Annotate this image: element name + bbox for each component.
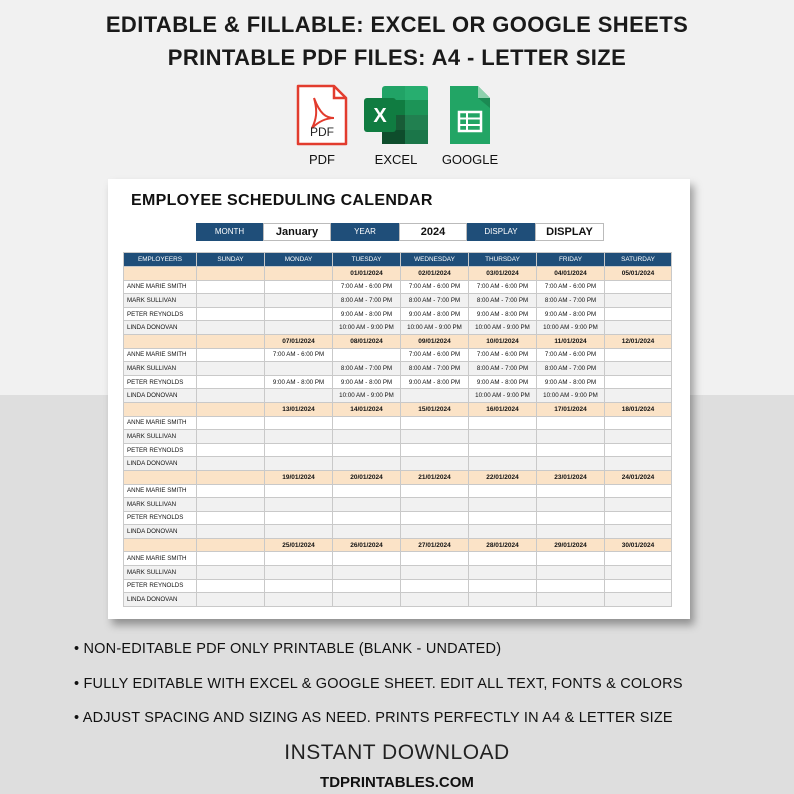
pdf-icon-glyph: PDF	[310, 125, 334, 139]
shift-cell[interactable]	[605, 307, 672, 321]
shift-cell[interactable]	[265, 593, 333, 607]
shift-cell[interactable]: 9:00 AM - 8:00 PM	[401, 375, 469, 389]
employee-row	[124, 375, 672, 389]
date-cell[interactable]: 05/01/2024	[605, 267, 672, 281]
shift-cell[interactable]: 7:00 AM - 6:00 PM	[333, 280, 401, 294]
date-cell[interactable]	[197, 334, 265, 348]
employee-row	[124, 552, 672, 566]
employee-row	[124, 430, 672, 444]
shift-cell[interactable]: 9:00 AM - 8:00 PM	[333, 307, 401, 321]
calendar-sheet	[108, 179, 690, 619]
excel-label: EXCEL	[374, 152, 418, 167]
employee-name-cell: LINDA DONOVAN	[124, 525, 197, 539]
schedule-table	[123, 252, 672, 607]
shift-cell[interactable]: 10:00 AM - 9:00 PM	[537, 389, 605, 403]
employee-name-cell: PETER REYNOLDS	[124, 511, 197, 525]
date-cell[interactable]	[124, 334, 197, 348]
shift-cell[interactable]	[605, 457, 672, 471]
shift-cell[interactable]	[333, 579, 401, 593]
shift-cell[interactable]: 8:00 AM - 7:00 PM	[537, 294, 605, 308]
column-header: FRIDAY	[537, 253, 605, 267]
shift-cell[interactable]	[265, 294, 333, 308]
shift-cell[interactable]	[401, 593, 469, 607]
shift-cell[interactable]	[605, 416, 672, 430]
shift-cell[interactable]	[605, 552, 672, 566]
date-cell[interactable]: 07/01/2024	[265, 334, 333, 348]
instant-download-text: INSTANT DOWNLOAD	[284, 741, 510, 764]
employee-row	[124, 511, 672, 525]
employee-row	[124, 348, 672, 362]
shift-cell[interactable]	[605, 375, 672, 389]
shift-cell[interactable]	[265, 498, 333, 512]
shift-cell[interactable]	[265, 552, 333, 566]
shift-cell[interactable]	[401, 579, 469, 593]
shift-cell[interactable]	[333, 348, 401, 362]
shift-cell[interactable]	[401, 430, 469, 444]
date-cell[interactable]: 17/01/2024	[537, 402, 605, 416]
week-date-row	[124, 267, 672, 281]
date-cell[interactable]: 23/01/2024	[537, 470, 605, 484]
pdf-file-icon	[282, 84, 362, 148]
week-date-row	[124, 334, 672, 348]
shift-cell[interactable]	[197, 525, 265, 539]
shift-cell[interactable]	[401, 566, 469, 580]
month-select[interactable]: January	[263, 223, 331, 241]
shift-cell[interactable]	[605, 430, 672, 444]
shift-cell[interactable]	[265, 484, 333, 498]
shift-cell[interactable]	[333, 498, 401, 512]
date-cell[interactable]: 16/01/2024	[469, 402, 537, 416]
feature-bullet: • NON-EDITABLE PDF ONLY PRINTABLE (BLANK - UNDATED)	[74, 641, 502, 657]
shift-cell[interactable]: 9:00 AM - 8:00 PM	[537, 307, 605, 321]
shift-cell[interactable]: 7:00 AM - 6:00 PM	[401, 348, 469, 362]
shift-cell[interactable]	[401, 525, 469, 539]
shift-cell[interactable]: 7:00 AM - 6:00 PM	[469, 348, 537, 362]
employee-row	[124, 307, 672, 321]
date-cell[interactable]: 03/01/2024	[469, 267, 537, 281]
date-cell[interactable]: 18/01/2024	[605, 402, 672, 416]
display-label: DISPLAY	[467, 223, 535, 241]
column-header: THURSDAY	[469, 253, 537, 267]
shift-cell[interactable]	[197, 294, 265, 308]
employee-name-cell: MARK SULLIVAN	[124, 498, 197, 512]
employee-name-cell: LINDA DONOVAN	[124, 389, 197, 403]
shift-cell[interactable]	[197, 457, 265, 471]
shift-cell[interactable]	[333, 566, 401, 580]
shift-cell[interactable]	[265, 457, 333, 471]
shift-cell[interactable]	[333, 416, 401, 430]
date-cell[interactable]	[124, 402, 197, 416]
employee-row	[124, 525, 672, 539]
shift-cell[interactable]	[401, 511, 469, 525]
date-cell[interactable]: 13/01/2024	[265, 402, 333, 416]
feature-bullet: • FULLY EDITABLE WITH EXCEL & GOOGLE SHEET. EDIT ALL TEXT, FONTS & COLORS	[74, 676, 683, 692]
shift-cell[interactable]	[333, 511, 401, 525]
shift-cell[interactable]	[401, 389, 469, 403]
shift-cell[interactable]: 7:00 AM - 6:00 PM	[537, 280, 605, 294]
month-label: MONTH	[196, 223, 263, 241]
year-input[interactable]: 2024	[399, 223, 467, 241]
shift-cell[interactable]: 9:00 AM - 8:00 PM	[333, 375, 401, 389]
date-cell[interactable]	[197, 538, 265, 552]
date-cell[interactable]: 27/01/2024	[401, 538, 469, 552]
shift-cell[interactable]	[265, 443, 333, 457]
employee-row	[124, 280, 672, 294]
excel-format	[356, 84, 436, 167]
shift-cell[interactable]	[197, 375, 265, 389]
site-url: TDPRINTABLES.COM	[320, 774, 474, 791]
shift-cell[interactable]: 10:00 AM - 9:00 PM	[333, 389, 401, 403]
shift-cell[interactable]	[469, 484, 537, 498]
employee-name-cell: MARK SULLIVAN	[124, 362, 197, 376]
shift-cell[interactable]	[333, 430, 401, 444]
shift-cell[interactable]	[469, 511, 537, 525]
shift-cell[interactable]	[605, 389, 672, 403]
shift-cell[interactable]	[333, 443, 401, 457]
shift-cell[interactable]	[469, 525, 537, 539]
google-format	[430, 84, 510, 167]
date-cell[interactable]: 29/01/2024	[537, 538, 605, 552]
shift-cell[interactable]: 10:00 AM - 9:00 PM	[469, 321, 537, 335]
column-header: EMPLOYEERS	[124, 253, 197, 267]
format-icons	[0, 84, 794, 174]
shift-cell[interactable]	[333, 552, 401, 566]
shift-cell[interactable]: 10:00 AM - 9:00 PM	[401, 321, 469, 335]
shift-cell[interactable]	[333, 593, 401, 607]
employee-row	[124, 457, 672, 471]
shift-cell[interactable]	[197, 348, 265, 362]
shift-cell[interactable]	[537, 579, 605, 593]
shift-cell[interactable]	[469, 457, 537, 471]
shift-cell[interactable]	[333, 457, 401, 471]
excel-icon-glyph: X	[373, 105, 387, 127]
shift-cell[interactable]: 9:00 AM - 8:00 PM	[469, 307, 537, 321]
shift-cell[interactable]	[401, 457, 469, 471]
shift-cell[interactable]	[197, 321, 265, 335]
date-cell[interactable]: 24/01/2024	[605, 470, 672, 484]
date-cell[interactable]: 19/01/2024	[265, 470, 333, 484]
shift-cell[interactable]: 8:00 AM - 7:00 PM	[401, 294, 469, 308]
shift-cell[interactable]	[333, 525, 401, 539]
shift-cell[interactable]	[605, 294, 672, 308]
schedule-body	[124, 267, 672, 607]
shift-cell[interactable]	[605, 593, 672, 607]
employee-name-cell: PETER REYNOLDS	[124, 579, 197, 593]
shift-cell[interactable]	[605, 484, 672, 498]
employee-name-cell: PETER REYNOLDS	[124, 375, 197, 389]
shift-cell[interactable]	[469, 579, 537, 593]
shift-cell[interactable]	[605, 579, 672, 593]
employee-row	[124, 321, 672, 335]
feature-bullet: • ADJUST SPACING AND SIZING AS NEED. PRINTS PERFECTLY IN A4 & LETTER SIZE	[74, 710, 673, 726]
shift-cell[interactable]	[197, 552, 265, 566]
employee-row	[124, 484, 672, 498]
employee-name-cell: MARK SULLIVAN	[124, 294, 197, 308]
shift-cell[interactable]	[537, 416, 605, 430]
shift-cell[interactable]: 9:00 AM - 8:00 PM	[401, 307, 469, 321]
shift-cell[interactable]	[197, 511, 265, 525]
week-date-row	[124, 470, 672, 484]
shift-cell[interactable]	[605, 525, 672, 539]
shift-cell[interactable]	[605, 348, 672, 362]
excel-icon	[356, 84, 436, 148]
date-cell[interactable]: 11/01/2024	[537, 334, 605, 348]
shift-cell[interactable]: 7:00 AM - 6:00 PM	[469, 280, 537, 294]
shift-cell[interactable]	[265, 307, 333, 321]
date-cell[interactable]: 01/01/2024	[333, 267, 401, 281]
column-header-row	[124, 253, 672, 267]
headline-editable: EDITABLE & FILLABLE: EXCEL OR GOOGLE SHEETS	[105, 12, 689, 37]
date-cell[interactable]	[124, 470, 197, 484]
date-cell[interactable]: 04/01/2024	[537, 267, 605, 281]
shift-cell[interactable]	[605, 566, 672, 580]
shift-cell[interactable]	[469, 566, 537, 580]
date-cell[interactable]: 30/01/2024	[605, 538, 672, 552]
shift-cell[interactable]	[265, 280, 333, 294]
shift-cell[interactable]	[197, 389, 265, 403]
pdf-format	[282, 84, 362, 167]
shift-cell[interactable]: 8:00 AM - 7:00 PM	[333, 294, 401, 308]
shift-cell[interactable]	[537, 525, 605, 539]
shift-cell[interactable]	[265, 321, 333, 335]
shift-cell[interactable]: 8:00 AM - 7:00 PM	[333, 362, 401, 376]
google-label: GOOGLE	[441, 152, 499, 167]
shift-cell[interactable]	[605, 511, 672, 525]
shift-cell[interactable]	[605, 443, 672, 457]
employee-name-cell: LINDA DONOVAN	[124, 457, 197, 471]
shift-cell[interactable]: 10:00 AM - 9:00 PM	[537, 321, 605, 335]
employee-name-cell: ANNE MARIE SMITH	[124, 280, 197, 294]
column-header: TUESDAY	[333, 253, 401, 267]
shift-cell[interactable]	[197, 593, 265, 607]
shift-cell[interactable]	[469, 416, 537, 430]
shift-cell[interactable]	[401, 498, 469, 512]
shift-cell[interactable]	[265, 430, 333, 444]
shift-cell[interactable]	[537, 552, 605, 566]
sheet-title: EMPLOYEE SCHEDULING CALENDAR	[131, 192, 433, 209]
date-cell[interactable]: 02/01/2024	[401, 267, 469, 281]
shift-cell[interactable]	[605, 362, 672, 376]
week-date-row	[124, 402, 672, 416]
employee-name-cell: LINDA DONOVAN	[124, 593, 197, 607]
employee-name-cell: PETER REYNOLDS	[124, 443, 197, 457]
shift-cell[interactable]	[265, 389, 333, 403]
shift-cell[interactable]	[401, 416, 469, 430]
shift-cell[interactable]	[469, 430, 537, 444]
display-select[interactable]: DISPLAY	[535, 223, 604, 241]
shift-cell[interactable]	[537, 511, 605, 525]
shift-cell[interactable]: 8:00 AM - 7:00 PM	[469, 362, 537, 376]
employee-row	[124, 389, 672, 403]
employee-row	[124, 593, 672, 607]
employee-name-cell: ANNE MARIE SMITH	[124, 552, 197, 566]
column-header: MONDAY	[265, 253, 333, 267]
shift-cell[interactable]	[265, 362, 333, 376]
shift-cell[interactable]: 8:00 AM - 7:00 PM	[469, 294, 537, 308]
year-label: YEAR	[331, 223, 399, 241]
shift-cell[interactable]	[197, 362, 265, 376]
shift-cell[interactable]: 9:00 AM - 8:00 PM	[265, 375, 333, 389]
shift-cell[interactable]: 7:00 AM - 6:00 PM	[401, 280, 469, 294]
shift-cell[interactable]: 8:00 AM - 7:00 PM	[537, 362, 605, 376]
date-cell[interactable]: 09/01/2024	[401, 334, 469, 348]
shift-cell[interactable]	[469, 593, 537, 607]
google-sheets-icon	[430, 84, 510, 148]
shift-cell[interactable]	[197, 307, 265, 321]
employee-name-cell: MARK SULLIVAN	[124, 430, 197, 444]
column-header: SATURDAY	[605, 253, 672, 267]
employee-row	[124, 566, 672, 580]
shift-cell[interactable]: 9:00 AM - 8:00 PM	[537, 375, 605, 389]
employee-name-cell: MARK SULLIVAN	[124, 566, 197, 580]
date-cell[interactable]: 21/01/2024	[401, 470, 469, 484]
week-date-row	[124, 538, 672, 552]
employee-name-cell: PETER REYNOLDS	[124, 307, 197, 321]
shift-cell[interactable]	[537, 566, 605, 580]
shift-cell[interactable]: 10:00 AM - 9:00 PM	[333, 321, 401, 335]
shift-cell[interactable]	[333, 484, 401, 498]
shift-cell[interactable]: 9:00 AM - 8:00 PM	[469, 375, 537, 389]
date-cell[interactable]: 14/01/2024	[333, 402, 401, 416]
date-cell[interactable]	[124, 538, 197, 552]
employee-row	[124, 416, 672, 430]
date-cell[interactable]: 10/01/2024	[469, 334, 537, 348]
shift-cell[interactable]	[197, 484, 265, 498]
shift-cell[interactable]: 7:00 AM - 6:00 PM	[265, 348, 333, 362]
employee-name-cell: ANNE MARIE SMITH	[124, 484, 197, 498]
date-cell[interactable]: 22/01/2024	[469, 470, 537, 484]
date-cell[interactable]: 28/01/2024	[469, 538, 537, 552]
shift-cell[interactable]	[537, 457, 605, 471]
shift-cell[interactable]	[197, 280, 265, 294]
headline-printable: PRINTABLE PDF FILES: A4 - LETTER SIZE	[167, 45, 627, 70]
date-cell[interactable]	[265, 267, 333, 281]
shift-cell[interactable]	[469, 498, 537, 512]
shift-cell[interactable]	[401, 443, 469, 457]
date-cell[interactable]: 15/01/2024	[401, 402, 469, 416]
date-cell[interactable]: 20/01/2024	[333, 470, 401, 484]
shift-cell[interactable]	[401, 552, 469, 566]
pdf-label: PDF	[309, 152, 335, 167]
employee-row	[124, 443, 672, 457]
shift-cell[interactable]	[197, 416, 265, 430]
date-cell[interactable]	[197, 402, 265, 416]
employee-row	[124, 294, 672, 308]
employee-name-cell: ANNE MARIE SMITH	[124, 416, 197, 430]
shift-cell[interactable]	[469, 552, 537, 566]
shift-cell[interactable]: 8:00 AM - 7:00 PM	[401, 362, 469, 376]
column-header: SUNDAY	[197, 253, 265, 267]
shift-cell[interactable]	[469, 443, 537, 457]
shift-cell[interactable]	[265, 416, 333, 430]
shift-cell[interactable]	[197, 566, 265, 580]
shift-cell[interactable]	[197, 430, 265, 444]
shift-cell[interactable]	[401, 484, 469, 498]
shift-cell[interactable]	[537, 443, 605, 457]
date-cell[interactable]: 26/01/2024	[333, 538, 401, 552]
shift-cell[interactable]	[265, 511, 333, 525]
employee-name-cell: LINDA DONOVAN	[124, 321, 197, 335]
column-header: WEDNESDAY	[401, 253, 469, 267]
shift-cell[interactable]	[197, 579, 265, 593]
shift-cell[interactable]	[605, 321, 672, 335]
employee-row	[124, 498, 672, 512]
shift-cell[interactable]	[605, 280, 672, 294]
shift-cell[interactable]	[537, 430, 605, 444]
shift-cell[interactable]: 10:00 AM - 9:00 PM	[469, 389, 537, 403]
shift-cell[interactable]	[537, 593, 605, 607]
date-cell[interactable]	[197, 470, 265, 484]
date-cell[interactable]: 12/01/2024	[605, 334, 672, 348]
date-cell[interactable]	[124, 267, 197, 281]
shift-cell[interactable]	[265, 525, 333, 539]
date-cell[interactable]: 08/01/2024	[333, 334, 401, 348]
date-cell[interactable]	[197, 267, 265, 281]
shift-cell[interactable]	[197, 498, 265, 512]
shift-cell[interactable]	[197, 443, 265, 457]
shift-cell[interactable]	[537, 484, 605, 498]
shift-cell[interactable]	[265, 566, 333, 580]
shift-cell[interactable]	[537, 498, 605, 512]
employee-row	[124, 362, 672, 376]
shift-cell[interactable]	[605, 498, 672, 512]
employee-row	[124, 579, 672, 593]
employee-name-cell: ANNE MARIE SMITH	[124, 348, 197, 362]
shift-cell[interactable]	[265, 579, 333, 593]
shift-cell[interactable]: 7:00 AM - 6:00 PM	[537, 348, 605, 362]
date-cell[interactable]: 25/01/2024	[265, 538, 333, 552]
